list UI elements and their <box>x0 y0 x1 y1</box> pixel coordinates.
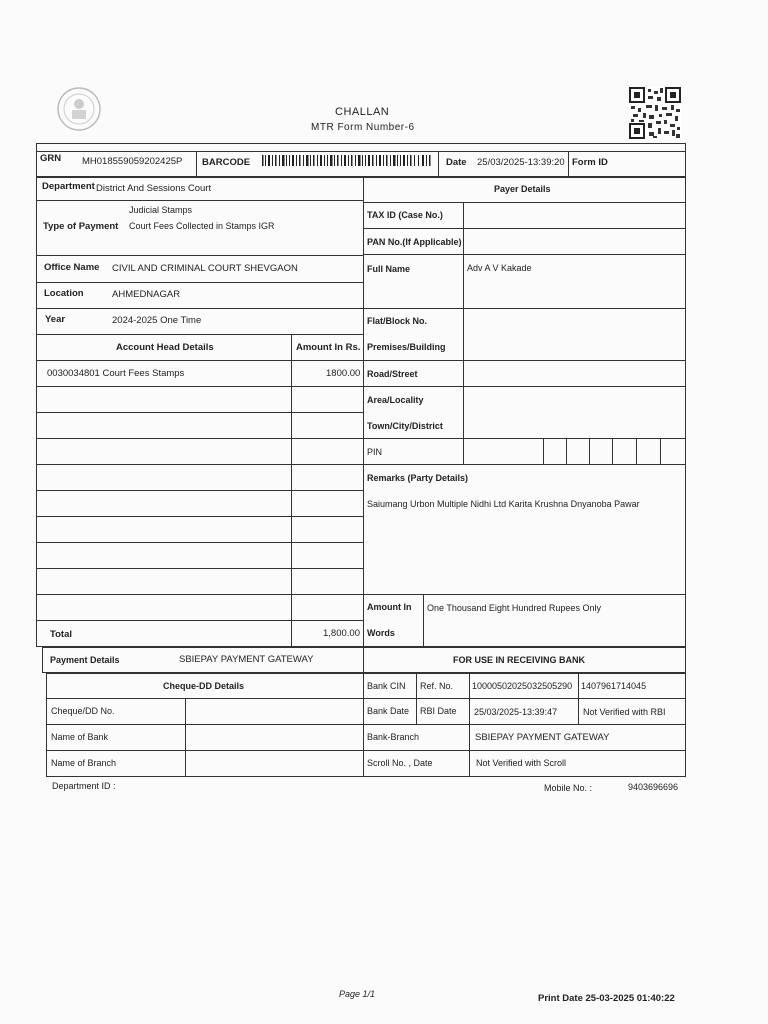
form-id-label: Form ID <box>572 157 608 168</box>
barcode-label: BARCODE <box>202 157 251 168</box>
amount-in-words-label: Amount In <box>367 602 412 612</box>
premises-label: Premises/Building <box>367 342 446 352</box>
department-value: District And Sessions Court <box>96 183 212 194</box>
qr-code-icon <box>629 87 681 139</box>
payment-details-label: Payment Details <box>50 655 120 665</box>
amount-header: Amount In Rs. <box>296 342 361 353</box>
rbi-date-value: Not Verified with RBI <box>583 707 666 717</box>
payment-details-value: SBIEPAY PAYMENT GATEWAY <box>179 654 314 665</box>
name-of-bank-label: Name of Bank <box>51 732 109 742</box>
amount-in-words-label-2: Words <box>367 628 395 638</box>
payment-details-row <box>42 647 686 673</box>
date-label: Date <box>446 157 467 168</box>
account-amount-row: 1800.00 <box>326 368 361 379</box>
bank-cin-label: Bank CIN <box>367 681 406 691</box>
full-name-value: Adv A V Kakade <box>467 263 532 273</box>
department-label: Department <box>42 181 95 192</box>
scroll-label: Scroll No. , Date <box>367 758 433 768</box>
page-number: Page 1/1 <box>339 989 376 999</box>
page-subtitle: MTR Form Number-6 <box>311 122 415 133</box>
scroll-value: Not Verified with Scroll <box>476 758 567 768</box>
amount-in-words-value: One Thousand Eight Hundred Rupees Only <box>427 603 601 613</box>
area-label: Area/Locality <box>367 395 424 405</box>
bank-date-label: Bank Date <box>367 706 410 716</box>
date-value: 25/03/2025-13:39:20 <box>477 157 565 168</box>
total-value: 1,800.00 <box>323 628 360 639</box>
tax-id-label: TAX ID (Case No.) <box>367 210 443 220</box>
type-of-payment-line1: Judicial Stamps <box>129 205 193 215</box>
location-value: AHMEDNAGAR <box>112 289 181 300</box>
full-name-label: Full Name <box>367 264 411 274</box>
account-head-header: Account Head Details <box>116 342 214 353</box>
account-head-row: 0030034801 Court Fees Stamps <box>47 368 185 379</box>
location-label: Location <box>44 288 84 299</box>
print-date: Print Date 25-03-2025 01:40:22 <box>538 993 675 1004</box>
page-title: CHALLAN <box>335 106 390 118</box>
grn-label: GRN <box>40 153 62 164</box>
flat-label: Flat/Block No. <box>367 316 428 326</box>
type-of-payment-line2: Court Fees Collected in Stamps IGR <box>129 221 275 231</box>
office-name-value: CIVIL AND CRIMINAL COURT SHEVGAON <box>112 263 298 274</box>
office-name-label: Office Name <box>44 262 100 273</box>
bank-cin-value: 10000502025032505290 <box>472 681 573 691</box>
bank-date-value: 25/03/2025-13:39:47 <box>474 707 558 717</box>
state-emblem-icon <box>56 86 102 132</box>
pan-label: PAN No.(If Applicable) <box>367 237 462 247</box>
department-id-label: Department ID : <box>52 781 116 791</box>
road-label: Road/Street <box>367 369 418 379</box>
year-value: 2024-2025 One Time <box>112 315 202 326</box>
town-label: Town/City/District <box>367 421 443 431</box>
type-of-payment-label: Type of Payment <box>43 221 119 232</box>
barcode-icon <box>262 155 432 166</box>
mobile-value: 9403696696 <box>628 782 679 792</box>
grn-value: MH018559059202425P <box>82 156 183 167</box>
mobile-label: Mobile No. : <box>544 783 593 793</box>
name-of-branch-label: Name of Branch <box>51 758 117 768</box>
payer-details-header: Payer Details <box>494 184 551 194</box>
cheque-dd-no-label: Cheque/DD No. <box>51 706 115 716</box>
remarks-label: Remarks (Party Details) <box>367 473 469 483</box>
bank-branch-value: SBIEPAY PAYMENT GATEWAY <box>475 732 610 743</box>
total-label: Total <box>50 629 72 640</box>
cheque-dd-header: Cheque-DD Details <box>163 681 245 691</box>
ref-no-value: 1407961714045 <box>581 681 647 691</box>
rbi-date-label: RBI Date <box>420 706 457 716</box>
pin-label: PIN <box>367 447 383 457</box>
bank-branch-label: Bank-Branch <box>367 732 420 742</box>
receiving-bank-header: FOR USE IN RECEIVING BANK <box>453 655 586 665</box>
remarks-value: Saiumang Urbon Multiple Nidhi Ltd Karita Krushna Dnyanoba Pawar <box>367 499 640 509</box>
year-label: Year <box>45 314 66 325</box>
ref-no-label: Ref. No. <box>420 681 454 691</box>
